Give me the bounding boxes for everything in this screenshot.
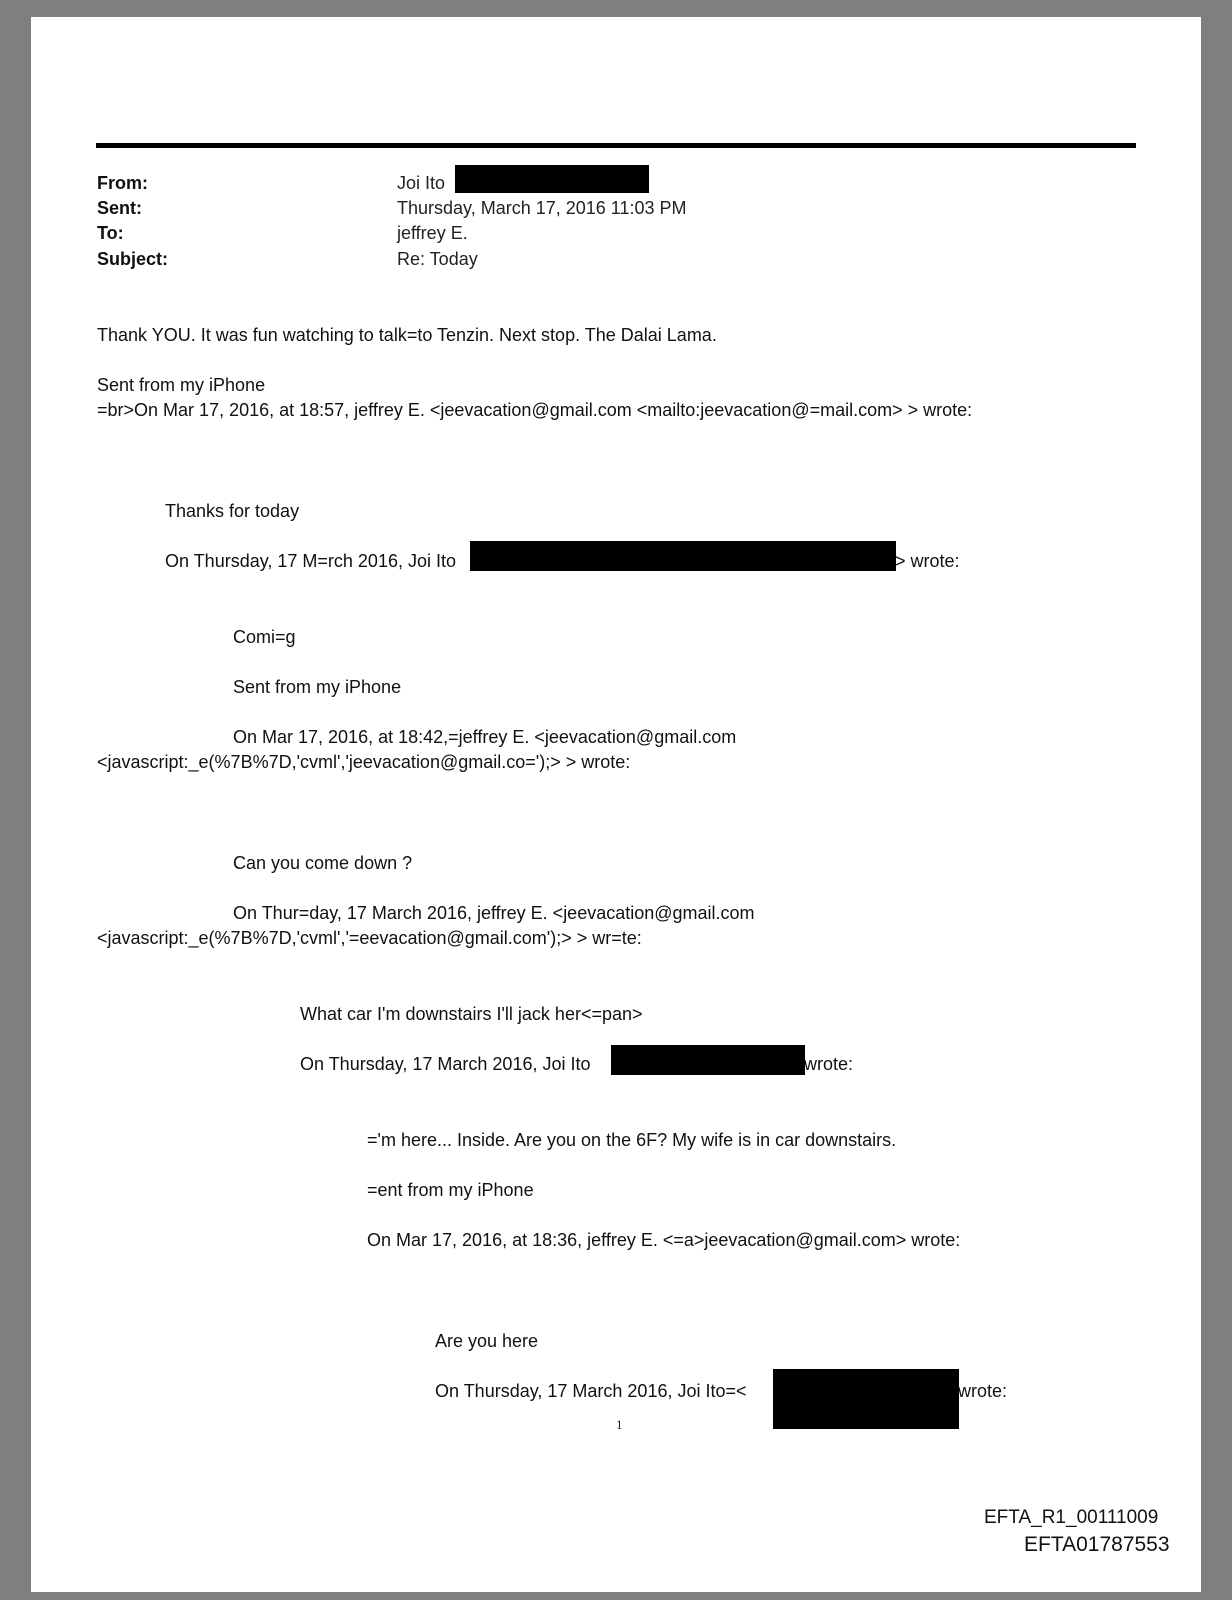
redaction-box (773, 1369, 959, 1429)
body-line: Sent from my iPhone (97, 375, 266, 395)
quote-line: Sent from my iPhone (233, 677, 402, 697)
to-label: To: (97, 223, 124, 243)
quote-line: Are you here (435, 1331, 539, 1351)
quote-line: On Mar 17, 2016, at 18:36, jeffrey E. <=a>jeevacation@gmail.com> wrote: (367, 1230, 961, 1250)
quote-line: <javascript:_e(%7B%7D,'cvml','jeevacation@gmail.co=');> > wrote: (97, 752, 631, 772)
quote-line: On Thursday, 17 March 2016, Joi Ito (300, 1054, 591, 1074)
quote-line: =ent from my iPhone (367, 1180, 534, 1200)
quote-line: On Mar 17, 2016, at 18:42,=jeffrey E. <jeevacation@gmail.com (233, 727, 737, 747)
quote-line: Comi=g (233, 627, 296, 647)
quote-line: On Thursday, 17 March 2016, Joi Ito=< (435, 1381, 747, 1401)
document-page (31, 17, 1201, 1592)
quote-line: Can you come down ? (233, 853, 413, 873)
body-line: =br>On Mar 17, 2016, at 18:57, jeffrey E. <jeevacation@gmail.com <mailto:jeevacation@=mail.com> > wrote: (97, 400, 973, 420)
quote-line: On Thur=day, 17 March 2016, jeffrey E. <jeevacation@gmail.com (233, 903, 755, 923)
redaction-box (455, 165, 649, 193)
page-number: 1 (616, 1417, 623, 1432)
sent-value: Thursday, March 17, 2016 11:03 PM (397, 198, 687, 218)
header-rule (96, 143, 1136, 148)
subject-value: Re: Today (397, 249, 478, 269)
quote-line: Thanks for today (165, 501, 300, 521)
body-line: Thank YOU. It was fun watching to talk=to Tenzin. Next stop. The Dalai Lama. (97, 325, 717, 345)
redaction-box (611, 1045, 805, 1075)
sent-label: Sent: (97, 198, 142, 218)
from-value: Joi Ito (397, 173, 446, 193)
bates-number: EFTA_R1_00111009 (984, 1507, 1159, 1528)
quote-line: > wrote: (895, 551, 960, 571)
bates-number: EFTA01787553 (1024, 1533, 1170, 1556)
quote-line: <javascript:_e(%7B%7D,'cvml','=eevacation@gmail.com');> > wr=te: (97, 928, 642, 948)
quote-line: wrote: (804, 1054, 854, 1074)
quote-line: On Thursday, 17 M=rch 2016, Joi Ito (165, 551, 456, 571)
quote-line: ='m here... Inside. Are you on the 6F? My wife is in car downstairs. (367, 1130, 897, 1150)
redaction-box (470, 541, 896, 571)
quote-line: wrote: (958, 1381, 1008, 1401)
quote-line: What car I'm downstairs I'll jack her<=pan> (300, 1004, 643, 1024)
from-label: From: (97, 173, 148, 193)
subject-label: Subject: (97, 249, 169, 269)
to-value: jeffrey E. (397, 223, 468, 243)
